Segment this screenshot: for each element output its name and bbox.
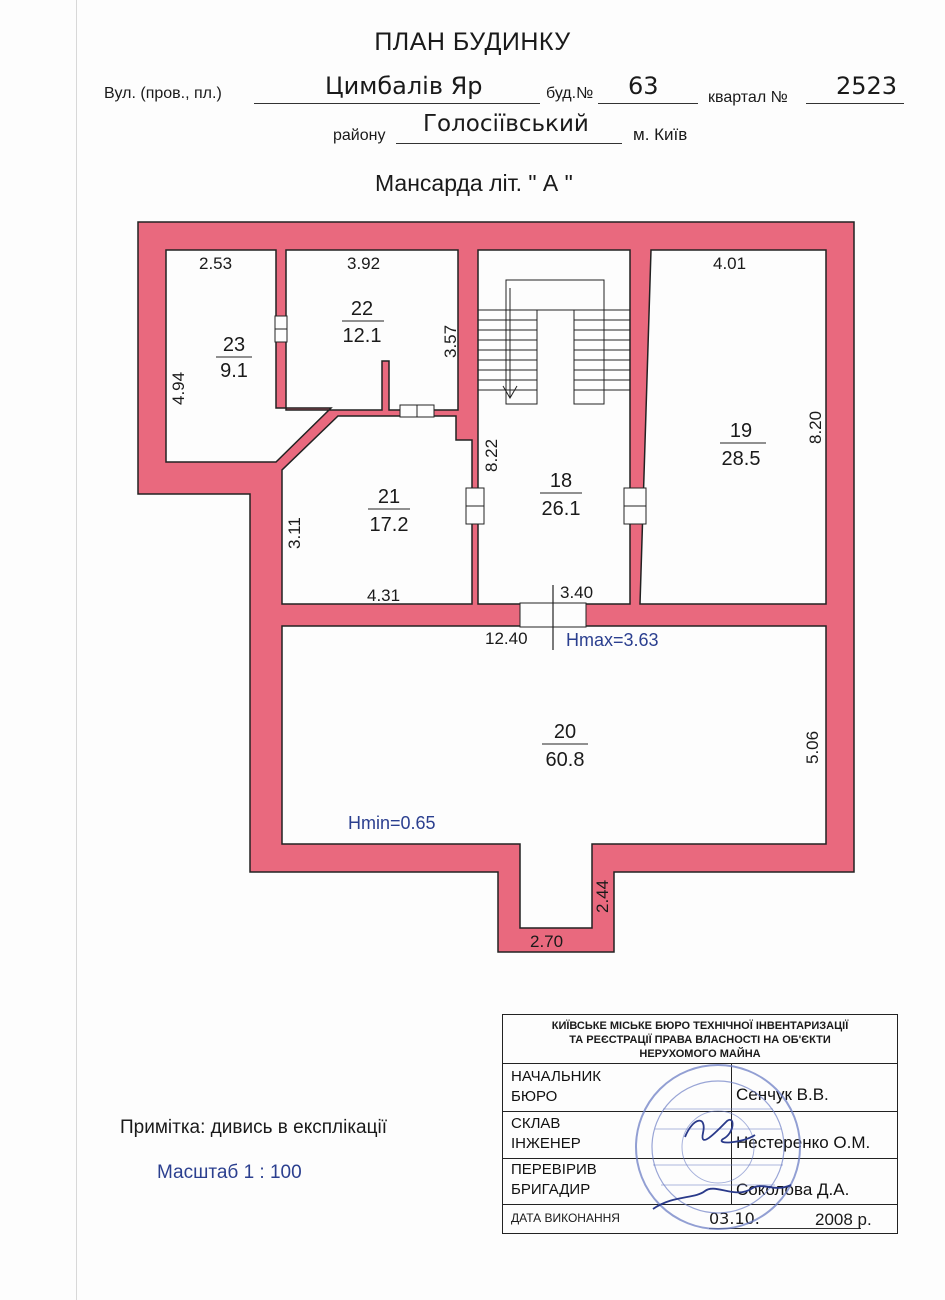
- room-19-label: [720, 420, 766, 470]
- org-line-1: КИЇВСЬКЕ МІСЬКЕ БЮРО ТЕХНІЧНОЇ ІНВЕНТАРИЗАЦІЇ: [551, 1020, 849, 1032]
- dim-5-06: 5.06: [803, 730, 822, 764]
- year-value: 2008 р.: [815, 1210, 872, 1229]
- room-21-label: [368, 486, 410, 536]
- floor-title: Мансарда літ. " А ": [375, 170, 573, 196]
- dim-8-22: 8.22: [482, 438, 501, 472]
- org-line-3: НЕРУХОМОГО МАЙНА: [639, 1048, 761, 1060]
- dim-4-01: 4.01: [713, 254, 747, 273]
- role-engineer-line2: ІНЖЕНЕР: [511, 1135, 581, 1152]
- room-22-label: [342, 298, 384, 347]
- svg-text:26.1: 26.1: [541, 498, 581, 520]
- svg-text:19: 19: [729, 420, 753, 442]
- wall-outline: [138, 222, 854, 952]
- svg-text:18: 18: [549, 470, 573, 492]
- name-engineer: Нестеренко О.М.: [736, 1133, 871, 1152]
- dim-2-70: 2.70: [530, 932, 564, 951]
- hmax-label: Hmax=3.63: [566, 630, 659, 650]
- svg-text:23: 23: [222, 334, 246, 356]
- district-label: району: [333, 127, 386, 144]
- city-label: м. Київ: [633, 125, 688, 144]
- scale-text: Масштаб 1 : 100: [157, 1162, 302, 1183]
- dim-2-44: 2.44: [593, 879, 612, 913]
- org-line-2: ТА РЕЄСТРАЦІЇ ПРАВА ВЛАСНОСТІ НА ОБ'ЄКТИ: [569, 1034, 831, 1046]
- role-engineer-line1: СКЛАВ: [511, 1115, 561, 1132]
- official-seal: [623, 1059, 813, 1239]
- room-20-label: [542, 721, 588, 771]
- block-label: квартал №: [708, 89, 788, 106]
- staircase: [478, 280, 630, 404]
- dim-4-31: 4.31: [367, 586, 401, 605]
- name-chief: Сенчук В.В.: [736, 1085, 829, 1104]
- svg-text:20: 20: [553, 721, 577, 743]
- dim-12-40: 12.40: [485, 629, 528, 648]
- block-value: 2523: [836, 72, 898, 100]
- note-text: Примітка: дивись в експлікації: [120, 1117, 388, 1138]
- hmin-label: Hmin=0.65: [348, 813, 436, 833]
- street-value: Цимбалів Яр: [325, 72, 483, 100]
- room-23-label: [216, 334, 252, 382]
- svg-text:12.1: 12.1: [342, 325, 382, 347]
- room-18-label: [540, 470, 582, 520]
- role-foreman-line2: БРИГАДИР: [511, 1181, 591, 1198]
- role-chief-line1: НАЧАЛЬНИК: [511, 1068, 602, 1085]
- building-label: буд.№: [546, 85, 594, 102]
- street-label: Вул. (пров., пл.): [104, 85, 222, 102]
- dim-3-40: 3.40: [560, 583, 594, 602]
- role-foreman-line1: ПЕРЕВІРИВ: [511, 1161, 597, 1178]
- dim-8-20: 8.20: [806, 410, 825, 444]
- district-value: Голосіївський: [423, 111, 589, 137]
- dim-4-94: 4.94: [169, 371, 188, 405]
- dim-2-53: 2.53: [199, 254, 233, 273]
- svg-text:28.5: 28.5: [721, 448, 761, 470]
- date-label: ДАТА ВИКОНАННЯ: [511, 1211, 620, 1225]
- signature-2: [653, 1185, 791, 1209]
- svg-text:60.8: 60.8: [545, 749, 585, 771]
- role-chief-line2: БЮРО: [511, 1088, 558, 1105]
- svg-text:22: 22: [350, 298, 374, 320]
- dim-3-57: 3.57: [441, 324, 460, 358]
- svg-text:9.1: 9.1: [220, 360, 248, 382]
- title-block: [502, 1014, 898, 1234]
- building-value: 63: [628, 72, 659, 100]
- dim-3-11: 3.11: [285, 517, 304, 549]
- page-title: ПЛАН БУДИНКУ: [374, 28, 571, 56]
- date-value: 03.10.: [709, 1209, 760, 1228]
- svg-text:21: 21: [377, 486, 401, 508]
- dim-3-92: 3.92: [347, 254, 381, 273]
- name-foreman: Соколова Д.А.: [736, 1180, 850, 1199]
- svg-text:17.2: 17.2: [369, 514, 409, 536]
